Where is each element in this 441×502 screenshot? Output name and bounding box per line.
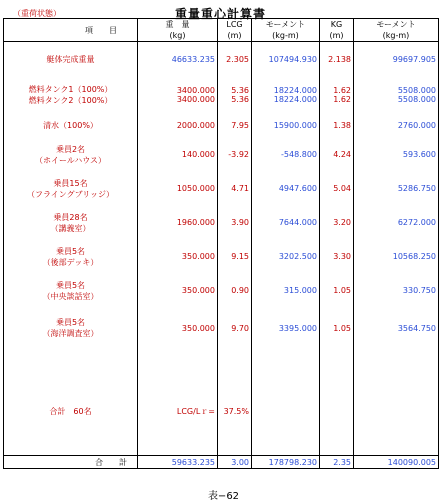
table-row — [4, 240, 439, 274]
empty-cell — [4, 420, 138, 456]
calc-table — [3, 18, 439, 469]
unit-lcg: (m) — [218, 30, 252, 42]
weight-value — [138, 172, 218, 206]
kg-value — [320, 206, 354, 240]
table-row — [4, 274, 439, 308]
lcg-value: 4.71 — [231, 184, 249, 193]
row-label-line2: （フライングブリッジ） — [27, 189, 114, 199]
row-label-line1: 燃料タンク1（100%） — [28, 84, 113, 94]
lcg-value: 2.305 — [226, 54, 249, 64]
moment1-value — [252, 308, 320, 349]
table-row — [4, 77, 439, 113]
weight-value: 2000.000 — [176, 120, 215, 130]
table-row — [4, 42, 439, 77]
weight-value: 140.000 — [181, 150, 215, 159]
kg-value — [320, 138, 354, 172]
row-label-line1: 乗員28名 — [53, 212, 88, 222]
unit-moment1: (kg-m) — [252, 30, 320, 42]
weight-value: 46633.235 — [171, 54, 215, 64]
kg-value-2: 1.62 — [333, 94, 351, 104]
lcg-value — [218, 172, 252, 206]
moment2-value: 3564.750 — [397, 323, 436, 333]
row-label — [4, 172, 138, 206]
moment2-value: 99697.905 — [392, 54, 436, 64]
weight-value: 350.000 — [181, 323, 215, 333]
lcg-value — [218, 274, 252, 308]
row-label-line2: （ホイールハウス） — [34, 155, 107, 165]
row-label — [4, 42, 138, 77]
weight-value — [138, 42, 218, 77]
row-label — [4, 138, 138, 172]
moment1-value — [252, 206, 320, 240]
col-item: 項 目 — [4, 19, 138, 42]
weight-value-2: 3400.000 — [176, 94, 215, 104]
moment2-value: 5508.000 — [397, 85, 436, 95]
lcg-value: 0.90 — [231, 286, 249, 295]
moment2-value — [354, 172, 439, 206]
kg-value: 2.138 — [328, 54, 351, 64]
moment1-value: 15900.000 — [273, 120, 317, 130]
moment1-value — [252, 274, 320, 308]
row-label-line1: 乗員2名 — [55, 144, 86, 154]
kg-value: 1.05 — [333, 286, 351, 295]
weight-value — [138, 308, 218, 349]
total-moment2: 140090.005 — [354, 456, 439, 469]
crew-total-label: 合計 60名 — [4, 404, 138, 420]
lcg-value: -3.92 — [228, 150, 249, 159]
col-weight: 重 量 — [138, 19, 218, 31]
row-label-line1: 乗員15名 — [53, 178, 88, 188]
spacer-row — [4, 349, 439, 404]
total-moment1: 178798.230 — [252, 456, 320, 469]
moment1-value — [252, 113, 320, 138]
moment2-value: 330.750 — [402, 286, 436, 295]
row-label — [4, 274, 138, 308]
weight-value: 1960.000 — [176, 218, 215, 227]
moment2-value — [354, 308, 439, 349]
lcg-value: 9.15 — [231, 252, 249, 261]
weight-value: 350.000 — [181, 286, 215, 295]
row-label-line1: 乗員5名 — [55, 318, 86, 327]
col-moment2: モーメント — [354, 19, 439, 31]
kg-value — [320, 274, 354, 308]
row-label — [4, 77, 138, 113]
empty-cell — [252, 349, 320, 404]
moment2-value — [354, 138, 439, 172]
kg-value — [320, 240, 354, 274]
empty-cell — [218, 420, 252, 456]
row-label-line1: 乗員5名 — [55, 246, 86, 256]
weight-value — [138, 206, 218, 240]
moment2-value: 10568.250 — [392, 252, 436, 261]
moment1-value — [252, 240, 320, 274]
table-row — [4, 138, 439, 172]
weight-value: 3400.000 — [176, 85, 215, 95]
kg-value: 1.05 — [333, 323, 351, 333]
moment1-value: 3202.500 — [278, 252, 317, 261]
kg-value: 3.30 — [333, 252, 351, 261]
table-row — [4, 172, 439, 206]
moment1-value: 315.000 — [283, 286, 317, 295]
lcg-value — [218, 240, 252, 274]
row-label-line2: 燃料タンク2（100%） — [28, 95, 113, 105]
moment2-value — [354, 77, 439, 113]
empty-cell — [320, 349, 354, 404]
lcg-value: 3.90 — [231, 218, 249, 227]
table-row — [4, 113, 439, 138]
empty-cell — [320, 420, 354, 456]
empty-cell — [4, 349, 138, 404]
total-row — [4, 456, 439, 469]
weight-value: 1050.000 — [176, 184, 215, 193]
lcg-value-2: 5.36 — [231, 94, 249, 104]
row-label — [4, 113, 138, 138]
unit-kg: (m) — [320, 30, 354, 42]
lcg-value: 7.95 — [231, 120, 249, 130]
moment2-value-2: 5508.000 — [397, 94, 436, 104]
kg-value — [320, 42, 354, 77]
lcg-value — [218, 308, 252, 349]
row-label — [4, 240, 138, 274]
weight-value — [138, 113, 218, 138]
row-label-line2: （中央談話室） — [42, 291, 99, 301]
kg-value — [320, 77, 354, 113]
moment1-value: 3395.000 — [278, 323, 317, 333]
col-lcg: LCG — [218, 19, 252, 31]
col-kg: KG — [320, 19, 354, 31]
moment2-value: 5286.750 — [397, 184, 436, 193]
moment1-value — [252, 138, 320, 172]
lcg-value — [218, 138, 252, 172]
empty-cell — [252, 404, 320, 420]
header-row — [4, 19, 439, 31]
kg-value — [320, 308, 354, 349]
col-moment1: モーメント — [252, 19, 320, 31]
moment1-value — [252, 42, 320, 77]
moment1-value-2: 18224.000 — [273, 94, 317, 104]
weight-value — [138, 77, 218, 113]
weight-value: 350.000 — [181, 252, 215, 261]
lcg-value — [218, 77, 252, 113]
total-kg: 2.35 — [320, 456, 354, 469]
moment1-value: 7644.000 — [278, 218, 317, 227]
moment2-value — [354, 274, 439, 308]
row-label-line2: （海洋調査室） — [42, 329, 99, 338]
weight-value — [138, 240, 218, 274]
empty-cell — [320, 404, 354, 420]
total-lcg: 3.00 — [218, 456, 252, 469]
moment1-value — [252, 77, 320, 113]
moment1-value: -548.800 — [281, 150, 317, 159]
moment2-value — [354, 240, 439, 274]
lcg-value: 5.36 — [231, 85, 249, 95]
sheet-title: 重量重心計算書 — [174, 7, 266, 21]
kg-value: 4.24 — [333, 150, 351, 159]
empty-cell — [354, 349, 439, 404]
load-condition-tag: （重荷状態） — [13, 9, 61, 18]
weight-calculation-sheet — [3, 3, 438, 502]
empty-cell — [218, 349, 252, 404]
table-row — [4, 206, 439, 240]
row-label-line2: （後部デッキ） — [42, 257, 99, 267]
moment2-value — [354, 206, 439, 240]
lcg-ratio-value: 37.5% — [218, 404, 252, 420]
empty-cell — [252, 420, 320, 456]
weight-value — [138, 138, 218, 172]
row-label — [4, 308, 138, 349]
total-label: 合 計 — [4, 456, 138, 469]
kg-value: 1.38 — [333, 120, 351, 130]
moment1-value: 107494.930 — [268, 54, 317, 64]
row-label-line1: 乗員5名 — [55, 280, 86, 290]
moment1-value — [252, 172, 320, 206]
moment1-value: 4947.600 — [278, 184, 317, 193]
lcg-value — [218, 113, 252, 138]
empty-cell — [138, 349, 218, 404]
count-row — [4, 404, 439, 420]
empty-cell — [354, 420, 439, 456]
table-row — [4, 308, 439, 349]
kg-value: 5.04 — [333, 184, 351, 193]
moment2-value: 593.600 — [402, 150, 436, 159]
lcg-value — [218, 206, 252, 240]
moment2-value: 2760.000 — [397, 120, 436, 130]
empty-cell — [138, 420, 218, 456]
unit-weight: (kg) — [138, 30, 218, 42]
total-weight: 59633.235 — [138, 456, 218, 469]
table-caption: 表−62 — [207, 491, 240, 502]
unit-moment2: (kg-m) — [354, 30, 439, 42]
row-label-line2: （講義室） — [50, 223, 91, 233]
moment2-value — [354, 42, 439, 77]
weight-value — [138, 274, 218, 308]
kg-value — [320, 113, 354, 138]
row-label-line1: 清水（100%） — [43, 120, 98, 130]
moment2-value — [354, 113, 439, 138]
spacer-row — [4, 420, 439, 456]
moment2-value: 6272.000 — [397, 218, 436, 227]
lcg-value: 9.70 — [231, 323, 249, 333]
kg-value — [320, 172, 354, 206]
row-label-line1: 艇体完成重量 — [46, 54, 95, 64]
lcg-value — [218, 42, 252, 77]
kg-value: 1.62 — [333, 85, 351, 95]
lcg-ratio-label: LCG/Lｒ= — [138, 404, 218, 420]
row-label — [4, 206, 138, 240]
moment1-value: 18224.000 — [273, 85, 317, 95]
empty-cell — [354, 404, 439, 420]
kg-value: 3.20 — [333, 218, 351, 227]
